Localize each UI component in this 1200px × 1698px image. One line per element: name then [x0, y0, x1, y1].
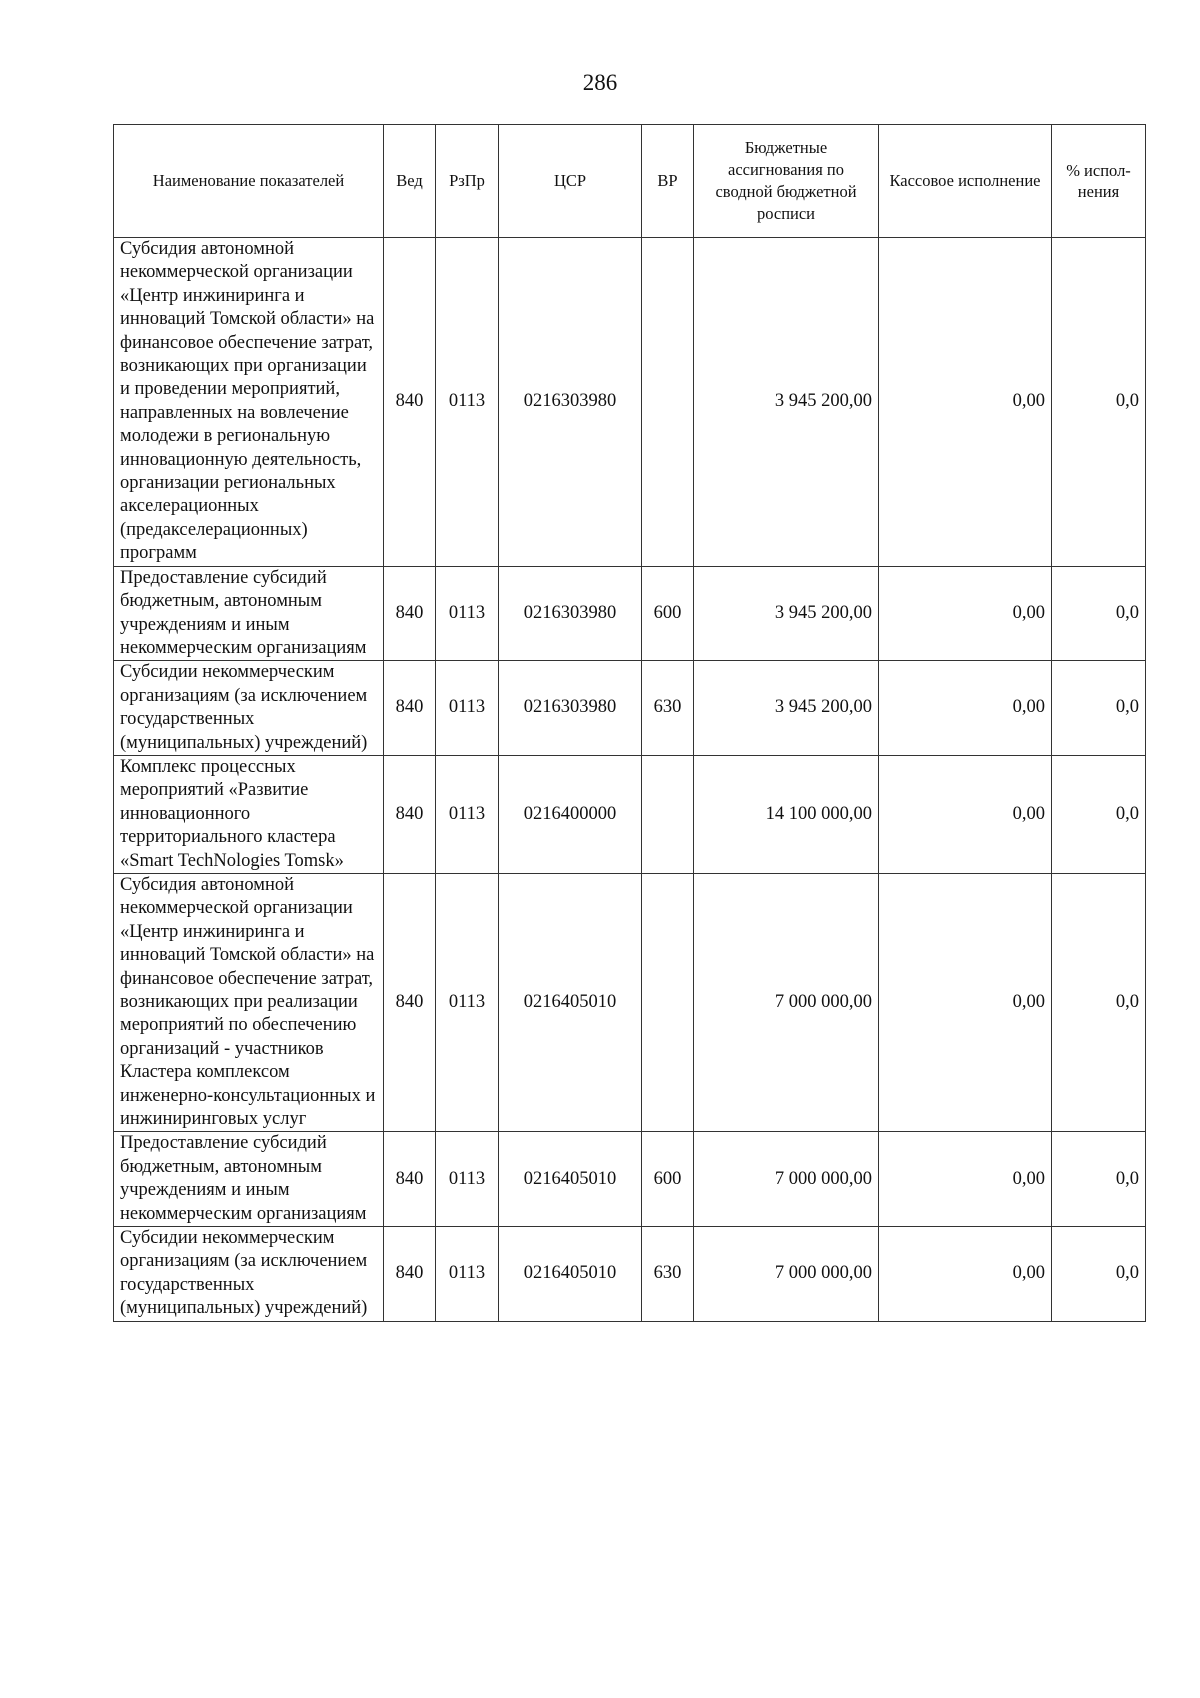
cell-rzpr: 0113 — [436, 661, 499, 756]
table-row — [114, 1132, 1146, 1227]
cell-pct: 0,0 — [1052, 238, 1146, 567]
cell-name: Субсидии некоммерческим организациям (за исключением государственных (муниципальных) учреждений) — [114, 661, 384, 756]
cell-vr — [642, 238, 694, 567]
cell-cash: 0,00 — [879, 1132, 1052, 1227]
cell-name: Субсидия автономной некоммерческой организации «Центр инжиниринга и инноваций Томской области» на финансовое обеспечение затрат, возникающих при реализации мероприятий по обеспечению организаций - участников Кластера комплексом инженерно-консультационных и инжиниринговых услуг — [114, 873, 384, 1131]
cell-vr — [642, 755, 694, 873]
cell-ved: 840 — [384, 755, 436, 873]
cell-budget: 3 945 200,00 — [694, 566, 879, 661]
cell-csr: 0216303980 — [499, 238, 642, 567]
cell-ved: 840 — [384, 873, 436, 1131]
page-number: 286 — [582, 70, 618, 95]
cell-csr: 0216303980 — [499, 661, 642, 756]
cell-vr — [642, 873, 694, 1131]
cell-rzpr: 0113 — [436, 1227, 499, 1322]
header-name: Наименование показателей — [114, 125, 384, 238]
cell-budget: 3 945 200,00 — [694, 661, 879, 756]
table-row — [114, 566, 1146, 661]
header-pct: % испол-нения — [1052, 125, 1146, 238]
cell-ved: 840 — [384, 238, 436, 567]
cell-vr: 600 — [642, 566, 694, 661]
cell-budget: 7 000 000,00 — [694, 1132, 879, 1227]
table-row — [114, 238, 1146, 567]
cell-cash: 0,00 — [879, 873, 1052, 1131]
cell-pct: 0,0 — [1052, 873, 1146, 1131]
cell-ved: 840 — [384, 566, 436, 661]
table-row — [114, 755, 1146, 873]
cell-csr: 0216400000 — [499, 755, 642, 873]
cell-rzpr: 0113 — [436, 755, 499, 873]
cell-pct: 0,0 — [1052, 1227, 1146, 1322]
cell-cash: 0,00 — [879, 661, 1052, 756]
cell-budget: 7 000 000,00 — [694, 1227, 879, 1322]
cell-rzpr: 0113 — [436, 1132, 499, 1227]
header-budget: Бюджетные ассигнования по сводной бюджетной росписи — [694, 125, 879, 238]
cell-ved: 840 — [384, 1132, 436, 1227]
cell-name: Субсидии некоммерческим организациям (за исключением государственных (муниципальных) учреждений) — [114, 1227, 384, 1322]
table-row — [114, 873, 1146, 1131]
cell-vr: 600 — [642, 1132, 694, 1227]
header-rzpr: РзПр — [436, 125, 499, 238]
cell-vr: 630 — [642, 661, 694, 756]
cell-vr: 630 — [642, 1227, 694, 1322]
budget-table — [113, 124, 1146, 1322]
cell-csr: 0216303980 — [499, 566, 642, 661]
cell-rzpr: 0113 — [436, 566, 499, 661]
cell-ved: 840 — [384, 1227, 436, 1322]
header-csr: ЦСР — [499, 125, 642, 238]
cell-pct: 0,0 — [1052, 661, 1146, 756]
header-vr: ВР — [642, 125, 694, 238]
cell-rzpr: 0113 — [436, 873, 499, 1131]
table-header-row — [114, 125, 1146, 238]
cell-cash: 0,00 — [879, 1227, 1052, 1322]
header-ved: Вед — [384, 125, 436, 238]
cell-name: Предоставление субсидий бюджетным, автономным учреждениям и иным некоммерческим организациям — [114, 566, 384, 661]
cell-name: Комплекс процессных мероприятий «Развитие инновационного территориального кластера «Smart TechNologies Tomsk» — [114, 755, 384, 873]
table-row — [114, 1227, 1146, 1322]
cell-name: Предоставление субсидий бюджетным, автономным учреждениям и иным некоммерческим организациям — [114, 1132, 384, 1227]
header-cash: Кассовое исполнение — [879, 125, 1052, 238]
cell-ved: 840 — [384, 661, 436, 756]
cell-csr: 0216405010 — [499, 1227, 642, 1322]
cell-cash: 0,00 — [879, 238, 1052, 567]
cell-budget: 7 000 000,00 — [694, 873, 879, 1131]
cell-rzpr: 0113 — [436, 238, 499, 567]
table-row — [114, 661, 1146, 756]
cell-csr: 0216405010 — [499, 1132, 642, 1227]
cell-name: Субсидия автономной некоммерческой организации «Центр инжиниринга и инноваций Томской области» на финансовое обеспечение затрат, возникающих при организации и проведении мероприятий, направленных на вовлечение молодежи в региональную инновационную деятельность, организации региональных акселерационных (предакселерационных) программ — [114, 238, 384, 567]
cell-budget: 3 945 200,00 — [694, 238, 879, 567]
cell-cash: 0,00 — [879, 566, 1052, 661]
cell-budget: 14 100 000,00 — [694, 755, 879, 873]
cell-csr: 0216405010 — [499, 873, 642, 1131]
cell-pct: 0,0 — [1052, 566, 1146, 661]
cell-pct: 0,0 — [1052, 755, 1146, 873]
cell-cash: 0,00 — [879, 755, 1052, 873]
cell-pct: 0,0 — [1052, 1132, 1146, 1227]
